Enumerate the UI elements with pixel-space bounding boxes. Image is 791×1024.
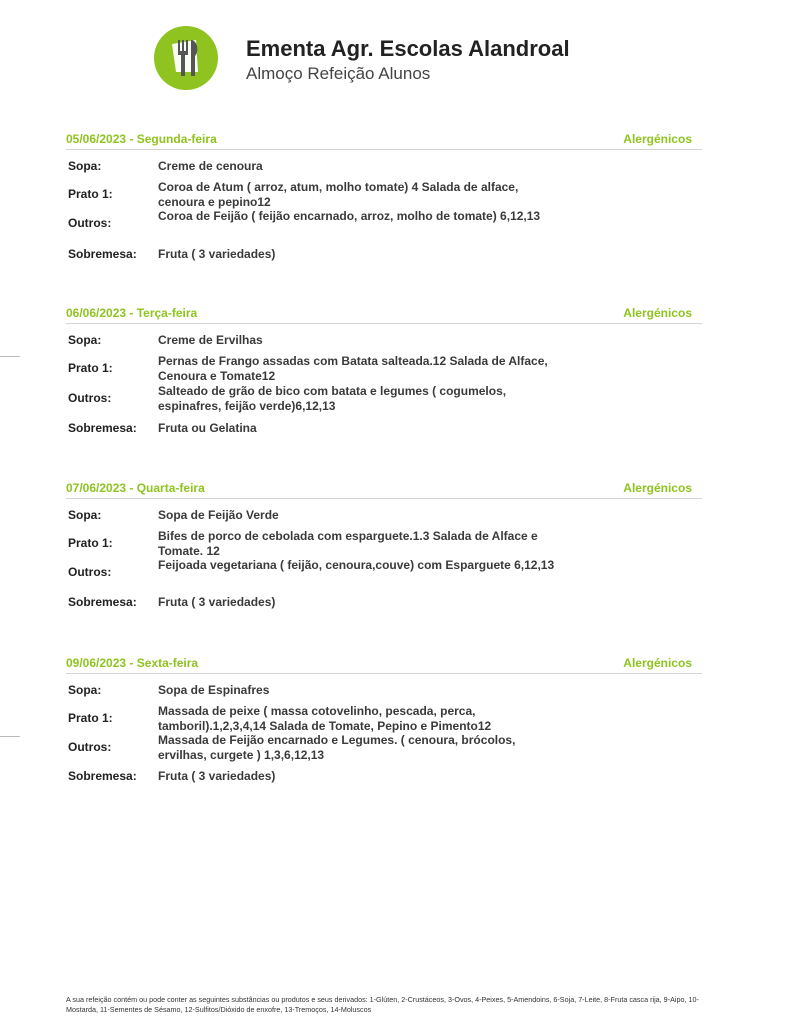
page-margin-mark xyxy=(0,356,20,357)
page-title: Ementa Agr. Escolas Alandroal xyxy=(246,36,570,61)
row-text: Massada de peixe ( massa cotovelinho, pescada, perca, tamboril).1,2,3,4,14 Salada de Tomate, Pepino e Pimento12 xyxy=(158,704,492,733)
row-text: Coroa de Atum ( arroz, atum, molho tomate) 4 Salada de alface, cenoura e pepino12 xyxy=(158,180,519,209)
row-label: Sopa: xyxy=(68,159,102,173)
row-text: Salteado de grão de bico com batata e legumes ( cogumelos, espinafres, feijão verde)6,12,13 xyxy=(158,384,507,413)
row-label: Sopa: xyxy=(68,508,102,522)
row-label: Prato 1: xyxy=(68,361,113,375)
row-text: Fruta ( 3 variedades) xyxy=(158,247,276,261)
day-date: 05/06/2023 - Segunda-feira xyxy=(66,132,217,146)
logo xyxy=(154,26,218,90)
page-subtitle: Almoço Refeição Alunos xyxy=(246,64,431,83)
row-label: Sobremesa: xyxy=(68,595,137,609)
row-label: Sobremesa: xyxy=(68,769,137,783)
row-text: Massada de Feijão encarnado e Legumes. ( cenoura, brócolos, ervilhas, curgete ) 1,3,6,12,13 xyxy=(158,733,516,762)
row-label: Prato 1: xyxy=(68,536,113,550)
row-text: Fruta ( 3 variedades) xyxy=(158,769,276,783)
row-text: Pernas de Frango assadas com Batata salteada.12 Salada de Alface, Cenoura e Tomate12 xyxy=(158,354,548,383)
allergens-link[interactable]: Alergénicos xyxy=(623,132,692,146)
row-label: Sopa: xyxy=(68,683,102,697)
day-section-tuesday xyxy=(66,306,702,435)
day-date: 07/06/2023 - Quarta-feira xyxy=(66,481,205,495)
allergen-legend-footer: A sua refeição contém ou pode conter as seguintes substâncias ou produtos e seus derivados: 1-Glúten, 2-Crustáceos, 3-Ovos, 4-Peixes, 5-Amendoins, 6-Soja, 7-Leite, 8-Fruta casca rija, 9-Aipo, 10-Mostarda, 11-Sementes de Sésamo, 12-Sulfitos/Dióxido de enxofre, 13-Tremoços, 14-Moluscos xyxy=(66,995,699,1014)
row-text: Feijoada vegetariana ( feijão, cenoura,couve) com Esparguete 6,12,13 xyxy=(158,558,555,572)
day-section-friday xyxy=(66,656,702,783)
row-text: Fruta ( 3 variedades) xyxy=(158,595,276,609)
row-text: Fruta ou Gelatina xyxy=(158,421,257,435)
day-header xyxy=(66,481,702,499)
row-label: Outros: xyxy=(68,391,112,405)
page-margin-mark xyxy=(0,736,20,737)
allergens-link[interactable]: Alergénicos xyxy=(623,481,692,495)
day-header xyxy=(66,656,702,674)
row-label: Sobremesa: xyxy=(68,421,137,435)
row-text: Coroa de Feijão ( feijão encarnado, arroz, molho de tomate) 6,12,13 xyxy=(158,209,541,223)
row-label: Sopa: xyxy=(68,333,102,347)
day-date: 06/06/2023 - Terça-feira xyxy=(66,306,198,320)
day-section-wednesday xyxy=(66,481,702,609)
row-text: Bifes de porco de cebolada com esparguete.1.3 Salada de Alface e Tomate. 12 xyxy=(158,529,538,558)
row-label: Outros: xyxy=(68,740,112,754)
allergens-link[interactable]: Alergénicos xyxy=(623,656,692,670)
row-label: Sobremesa: xyxy=(68,247,137,261)
row-text: Sopa de Feijão Verde xyxy=(158,508,279,522)
row-label: Outros: xyxy=(68,565,112,579)
day-header xyxy=(66,306,702,324)
row-text: Creme de Ervilhas xyxy=(158,333,263,347)
day-date: 09/06/2023 - Sexta-feira xyxy=(66,656,199,670)
day-section-monday xyxy=(66,132,702,261)
day-header xyxy=(66,132,702,150)
row-label: Prato 1: xyxy=(68,187,113,201)
row-label: Prato 1: xyxy=(68,711,113,725)
row-text: Sopa de Espinafres xyxy=(158,683,270,697)
cutlery-icon xyxy=(154,26,218,90)
row-text: Creme de cenoura xyxy=(158,159,263,173)
row-label: Outros: xyxy=(68,216,112,230)
allergens-link[interactable]: Alergénicos xyxy=(623,306,692,320)
